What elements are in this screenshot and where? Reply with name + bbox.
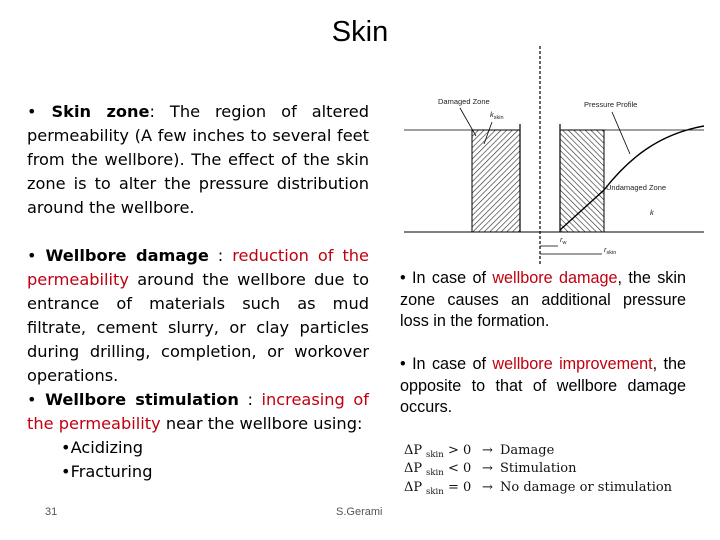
- damage-note: • In case of wellbore damage, the skin zone causes an additional pressure loss in the formation.: [400, 269, 686, 330]
- damage-note-highlight: wellbore damage: [492, 269, 618, 287]
- svg-text:skin: skin: [426, 450, 444, 460]
- rskin-label: $r_{skin}$: [604, 245, 617, 256]
- svg-text:= 0: = 0: [448, 480, 472, 495]
- svg-text:> 0: > 0: [448, 443, 472, 458]
- page-number: 31: [45, 506, 58, 518]
- damage-highlight: reduction of the permeability: [27, 246, 370, 289]
- slide-title: Skin: [331, 16, 389, 48]
- skin-zone-definition: : The region of altered permeability (A few inches to several feet from the wellbore). The effect of the skin zone is to alter the pressure distribution around the wellbore.: [27, 102, 369, 217]
- method-acidizing: •Acidizing: [61, 438, 144, 457]
- stimulation-separator: :: [238, 390, 262, 409]
- svg-text:< 0: < 0: [448, 461, 472, 476]
- arrow-icon: →: [482, 443, 493, 458]
- wellbore-stimulation-term: Wellbore stimulation: [45, 390, 239, 409]
- skin-zone-diagram: [404, 40, 704, 260]
- svg-text:skin: skin: [426, 468, 444, 478]
- rw-label: $r_w$: [560, 235, 567, 246]
- improvement-note-highlight: wellbore improvement: [492, 355, 653, 373]
- damage-separator: :: [208, 246, 233, 265]
- formula-row-damage: [404, 443, 555, 460]
- formula-row-stimulation: [404, 461, 577, 478]
- formula-row-none: [404, 480, 673, 497]
- skin-zone-paragraph: • Skin zone: The region of altered permeability (A few inches to several feet from the wellbore). The effect of the skin zone is to alter the pressure distribution around the wellbore.: [27, 102, 369, 217]
- method-fracturing: •Fracturing: [61, 462, 153, 481]
- damage-stimulation-paragraph: • Wellbore damage : reduction of the permeability around the wellbore due to entrance of materials such as mud filtrate, cement slurry, or clay particles during drilling, completion, or workover operations. • Wellbore stimulation : increasing of the permeability near the wellbore using: •Acidizing •Fracturing: [27, 244, 369, 484]
- right-damaged-zone: [560, 130, 604, 232]
- svg-text:No damage or stimulation: No damage or stimulation: [500, 480, 673, 495]
- wellbore-damage-term: Wellbore damage: [45, 246, 209, 265]
- damaged-zone-label: Damaged Zone: [438, 97, 490, 106]
- svg-text:skin: skin: [426, 487, 444, 497]
- left-damaged-zone: [472, 130, 520, 232]
- skin-zone-term: Skin zone: [51, 102, 150, 121]
- skin-pressure-formula: [398, 438, 673, 500]
- stimulation-definition: near the wellbore using:: [160, 414, 363, 433]
- undamaged-zone-label: Undamaged Zone: [606, 183, 667, 192]
- svg-text:ΔP: ΔP: [404, 461, 423, 476]
- improvement-note: • In case of wellbore improvement, the opposite to that of wellbore damage occurs.: [400, 355, 687, 416]
- damaged-zone-arrow: [460, 108, 476, 136]
- pressure-profile-label: Pressure Profile: [584, 100, 638, 109]
- pressure-profile-arrow: [612, 112, 630, 154]
- author-name: S.Gerami: [336, 506, 383, 518]
- svg-text:Damage: Damage: [500, 443, 555, 458]
- svg-text:ΔP: ΔP: [404, 480, 423, 495]
- damage-definition: around the wellbore due to entrance of materials such as mud filtrate, cement slurry, or clay particles during drilling, completion, or workover operations.: [27, 270, 369, 385]
- k-skin-label: $k_{skin}$: [490, 110, 504, 121]
- svg-text:ΔP: ΔP: [404, 443, 423, 458]
- svg-text:Stimulation: Stimulation: [500, 461, 577, 476]
- arrow-icon: →: [482, 461, 493, 476]
- arrow-icon: →: [482, 480, 493, 495]
- k-label: k: [650, 208, 654, 217]
- stimulation-highlight: increasing of the permeability: [27, 390, 369, 433]
